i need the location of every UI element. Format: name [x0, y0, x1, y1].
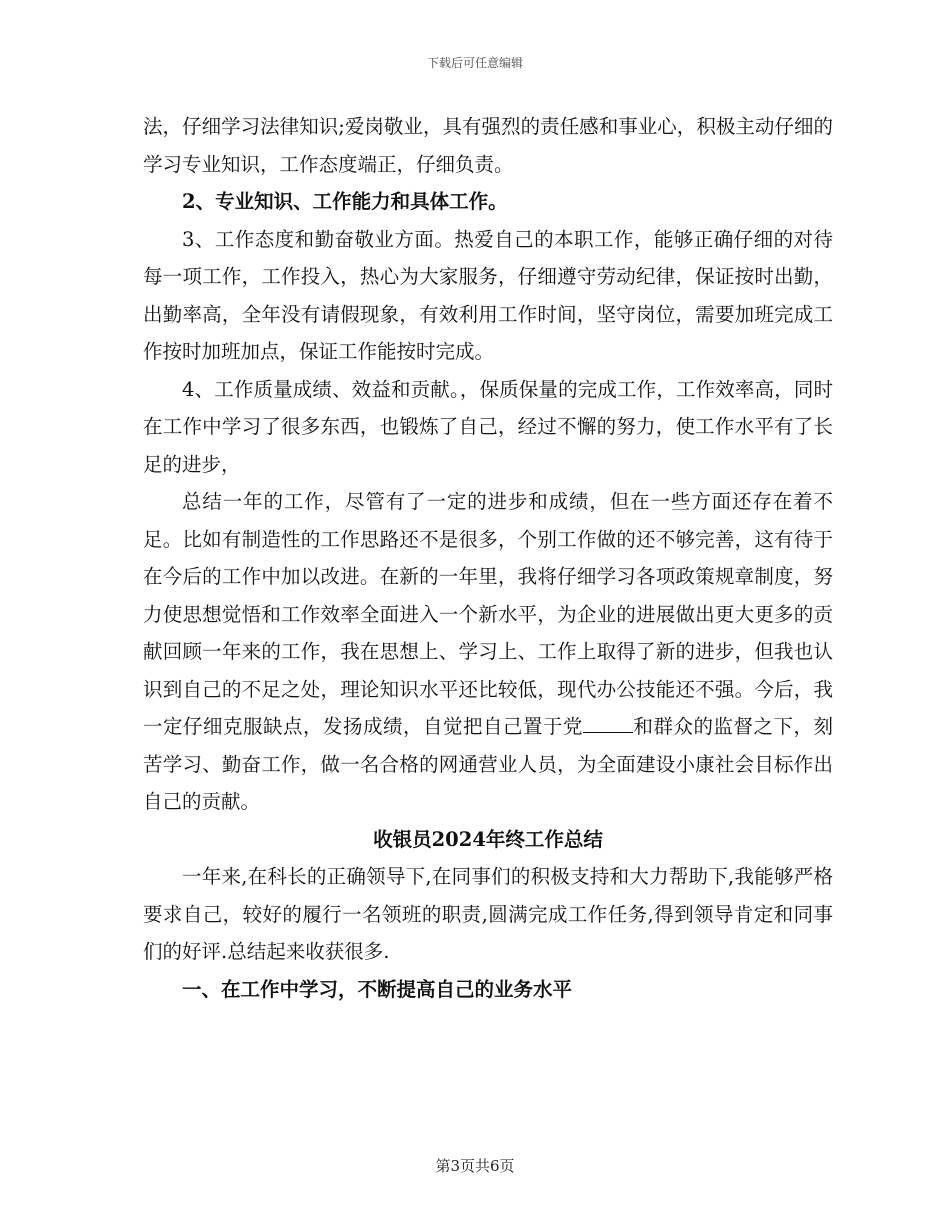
section-heading-1: 一、在工作中学习，不断提高自己的业务水平	[182, 977, 573, 1001]
paragraph-work-attitude: 3、工作态度和勤奋敬业方面。热爱自己的本职工作，能够正确仔细的对待每一项工作，工作投入，热心为大家服务，仔细遵守劳动纪律，保证按时出勤，出勤率高，全年没有请假现象，有效利用工作时间，坚守岗位，需要加班完成工作按时加班加点，保证工作能按时完成。	[143, 227, 833, 363]
summary-text-after-blank: 和群众的监督之下，刻苦学习、勤奋工作，做一名合格的网通营业人员，为全面建设小康社会目标作出自己的贡献。	[143, 715, 833, 813]
summary-text-before-blank: 总结一年的工作，尽管有了一定的进步和成绩，但在一些方面还存在着不足。比如有制造性的工作思路还不是很多，个别工作做的还不够完善，这有待于在今后的工作中加以改进。在新的一年里，我将仔细学习各项政策规章制度，努力使思想觉悟和工作效率全面进入一个新水平，为企业的进展做出更大更多的贡献回顾一年来的工作，我在思想上、学习上、工作上取得了新的进步，但我也认识到自己的不足之处，理论知识水平还比较低，现代办公技能还不强。今后，我一定仔细克服缺点，发扬成绩，自觉把自己置于党	[143, 490, 833, 738]
document-title: 收银员2024年终工作总结	[373, 827, 603, 851]
paragraph-work-quality: 4、工作质量成绩、效益和贡献。，保质保量的完成工作，工作效率高，同时在工作中学习了很多东西，也锻炼了自己，经过不懈的努力，使工作水平有了长足的进步，	[143, 377, 833, 476]
page-footer: 第3页共6页	[435, 1157, 515, 1175]
document-body	[143, 108, 833, 1008]
paragraph-intro: 一年来,在科长的正确领导下,在同事们的积极支持和大力帮助下,我能够严格要求自己，较好的履行一名领班的职责,圆满完成工作任务,得到领导肯定和同事们的好评.总结起来收获很多.	[143, 865, 833, 963]
paragraph-summary	[143, 483, 833, 821]
page-header: 下载后可任意编辑	[426, 56, 523, 70]
paragraph-continuation: 法，仔细学习法律知识;爱岗敬业，具有强烈的责任感和事业心，积极主动仔细的学习专业知识，工作态度端正，仔细负责。	[143, 115, 833, 176]
blank-underline	[583, 713, 633, 734]
section-heading-2: 2、专业知识、工作能力和具体工作。	[182, 190, 508, 213]
